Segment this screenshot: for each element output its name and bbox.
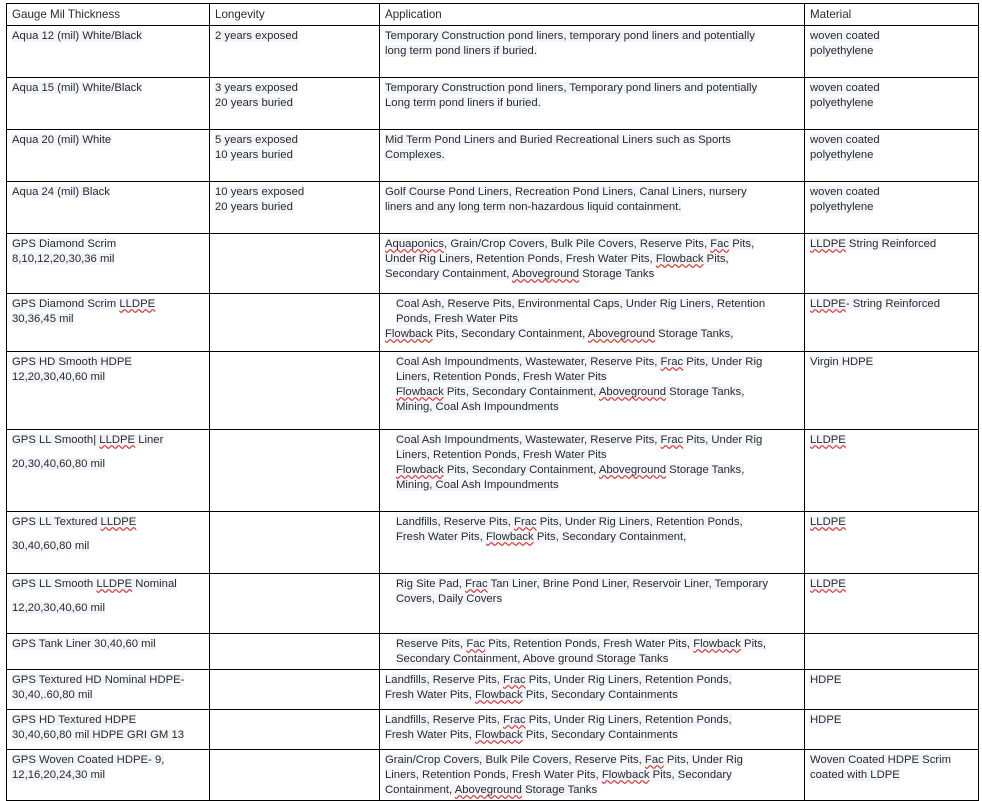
spellcheck-word: Aboveground [598,386,667,399]
text-run: Ponds, Fresh Water Pits [396,313,519,326]
cell-gauge-mil-thickness [7,352,210,430]
text-line [12,133,204,148]
table-row [7,130,979,182]
text-line [215,148,374,163]
text-run: LLDPE- String Reinforced [810,298,940,311]
spellcheck-word: Aquaponics [385,238,445,251]
text-line [385,652,799,667]
cell-longevity [210,512,380,574]
cell-gauge-mil-thickness [7,512,210,574]
text-run: GPS Diamond Scrim LLDPE [12,298,156,311]
cell-application [380,634,805,670]
cell-longevity [210,352,380,430]
table-row [7,512,979,574]
spellcheck-word: Aboveground [587,328,656,341]
spellcheck-word: Flowback [601,769,650,782]
text-line [12,637,204,652]
text-line [810,577,973,592]
text-run: polyethylene [810,201,874,214]
text-run: GPS LL Textured LLDPE [12,516,137,529]
text-run: 30,36,45 mil [12,313,74,326]
cell-material [805,574,979,634]
text-line [12,81,204,96]
text-line [385,297,799,312]
text-line [12,370,204,385]
text-run: Coal Ash Impoundments, Wastewater, Reserve Pits, Frac Pits, Under Rig [396,356,763,369]
text-line [810,433,973,448]
table-row [7,750,979,801]
text-line [385,96,799,111]
text-line [12,457,204,472]
spellcheck-word: LLDPE [810,578,846,591]
spellcheck-word: Aboveground [454,784,522,797]
text-line [385,355,799,370]
text-line [385,237,799,252]
cell-longevity [210,26,380,78]
text-line [385,81,799,96]
spellcheck-word: Aboveground [511,268,580,281]
text-run [810,516,846,528]
text-line [385,530,799,545]
text-run: Golf Course Pond Liners, Recreation Pond Liners, Canal Liners, nursery [385,186,747,199]
text-run: 12,16,20,24,30 mil [12,769,105,782]
text-line [12,312,204,327]
spellcheck-word: Frac [514,516,537,529]
text-line [810,81,973,96]
text-run: Flowback Pits, Secondary Containment, Aboveground Storage Tanks, [396,464,745,477]
text-line [12,29,204,44]
text-run: Liners, Retention Ponds, Fresh Water Pits [396,449,607,462]
spellcheck-word: Frac [660,434,684,447]
text-line [215,133,374,148]
column-header-material: Material [805,4,979,26]
text-line [12,355,204,370]
text-run: woven coated [810,82,880,95]
text-run: 20,30,40,60,80 mil [12,458,105,471]
cell-gauge-mil-thickness [7,430,210,512]
text-line [12,601,204,616]
cell-application [380,352,805,430]
cell-longevity [210,710,380,750]
text-line [12,728,204,743]
text-line [215,200,374,215]
text-line [385,637,799,652]
spellcheck-word: LLDPE [99,434,136,447]
table-row [7,352,979,430]
cell-material [805,750,979,801]
text-line [12,252,204,267]
text-run: Temporary Construction pond liners, temporary pond liners and potentially [385,30,755,43]
text-line [385,433,799,448]
text-run: Aquaponics, Grain/Crop Covers, Bulk Pile Covers, Reserve Pits, Fac Pits, [385,238,755,251]
text-line [810,200,973,215]
column-header-longevity: Longevity [210,4,380,26]
text-line [810,29,973,44]
table-row [7,294,979,352]
text-run: 30,40,60,80 mil [12,540,90,553]
cell-material [805,234,979,294]
text-line [385,148,799,163]
text-line [810,753,973,768]
text-run: 8,10,12,20,30,36 mil [12,253,115,266]
cell-application [380,430,805,512]
cell-longevity [210,634,380,670]
text-run: Grain/Crop Covers, Bulk Pile Covers, Reserve Pits, Fac Pits, Under Rig [385,754,743,767]
text-line [810,515,973,530]
text-run: GPS HD Textured HDPE [12,714,137,727]
cell-gauge-mil-thickness [7,26,210,78]
text-run: LLDPE String Reinforced [810,238,937,251]
cell-longevity [210,130,380,182]
spellcheck-word: Frac [660,356,684,369]
text-run: woven coated [810,30,880,43]
text-line [810,148,973,163]
text-run: 5 years exposed [215,134,298,147]
spellcheck-word: Frac [503,674,526,687]
text-run: Fresh Water Pits, Flowback Pits, Secondary Containment, [396,531,687,544]
text-line [810,133,973,148]
spellcheck-word: Flowback [396,464,444,477]
cell-longevity [210,574,380,634]
text-run: Liners, Retention Ponds, Fresh Water Pits, Flowback Pits, Secondary [385,769,732,782]
text-line [12,688,204,703]
cell-material [805,26,979,78]
text-line [385,728,799,743]
text-run: Covers, Daily Covers [396,593,503,606]
text-line [810,768,973,783]
cell-application [380,26,805,78]
table-row [7,234,979,294]
text-run: Aqua 12 (mil) White/Black [12,30,142,43]
spellcheck-word: LLDPE [100,516,137,529]
text-line [810,44,973,59]
text-line [215,29,374,44]
spellcheck-word: Flowback [693,638,741,651]
spellcheck-word: Flowback [385,328,433,341]
text-line [385,577,799,592]
text-line [385,133,799,148]
spellcheck-word: LLDPE [810,434,846,447]
text-line [12,713,204,728]
text-run: 2 years exposed [215,30,298,43]
text-line [12,185,204,200]
text-line [12,768,204,783]
spellcheck-word: Aboveground [598,464,667,477]
text-run: liners and any long term non-hazardous liquid containment. [385,201,682,214]
text-line [385,673,799,688]
text-run: Liners, Retention Ponds, Fresh Water Pits [396,371,607,384]
text-run: Containment, Aboveground Storage Tanks [385,784,598,797]
column-header-gauge: Gauge Mil Thickness [7,4,210,26]
cell-gauge-mil-thickness [7,234,210,294]
cell-gauge-mil-thickness [7,130,210,182]
text-run: Mining, Coal Ash Impoundments [396,401,559,414]
spellcheck-word: LLDPE [119,298,156,311]
text-line [385,252,799,267]
spellcheck-word: Fac [644,754,664,767]
table-row [7,670,979,710]
cell-application [380,130,805,182]
text-line [385,753,799,768]
cell-longevity [210,78,380,130]
text-line [385,713,799,728]
text-line [385,783,799,798]
text-line [385,768,799,783]
text-run: 20 years buried [215,97,293,110]
cell-gauge-mil-thickness [7,634,210,670]
cell-application [380,710,805,750]
text-run: Coal Ash, Reserve Pits, Environmental Caps, Under Rig Liners, Retention [396,298,766,311]
text-run: Coal Ash Impoundments, Wastewater, Reserve Pits, Frac Pits, Under Rig [396,434,763,447]
cell-application [380,294,805,352]
cell-material [805,182,979,234]
text-line [12,433,204,448]
spellcheck-word: Frac [465,578,488,591]
text-run: Landfills, Reserve Pits, Frac Pits, Under Rig Liners, Retention Ponds, [396,516,743,529]
cell-material [805,710,979,750]
text-line [385,185,799,200]
text-run: Complexes. [385,149,445,162]
spellcheck-word: Fac [466,638,486,651]
text-run: coated with LDPE [810,769,900,782]
text-line [12,297,204,312]
text-run: Fresh Water Pits, Flowback Pits, Secondary Containments [385,729,678,742]
text-run: Aqua 15 (mil) White/Black [12,82,142,95]
text-run: 30,40,60,80 mil HDPE GRI GM 13 [12,729,185,742]
text-run: 12,20,30,40,60 mil [12,602,105,615]
cell-material [805,352,979,430]
liner-specification-table [6,3,979,801]
text-line [12,673,204,688]
text-run: Flowback Pits, Secondary Containment, Aboveground Storage Tanks, [385,328,734,341]
cell-material [805,670,979,710]
text-run: HDPE [810,674,842,687]
cell-gauge-mil-thickness [7,670,210,710]
cell-material [805,130,979,182]
table-body [7,26,979,801]
cell-gauge-mil-thickness [7,294,210,352]
text-line [385,463,799,478]
text-line [215,96,374,111]
text-run: Flowback Pits, Secondary Containment, Aboveground Storage Tanks, [396,386,745,399]
table-header-row [7,4,979,26]
table-row [7,634,979,670]
text-line [385,370,799,385]
column-header-application: Application [380,4,805,26]
table-row [7,574,979,634]
text-line [385,200,799,215]
text-run: Mining, Coal Ash Impoundments [396,479,559,492]
spellcheck-word: Fac [710,238,730,251]
cell-gauge-mil-thickness [7,574,210,634]
cell-longevity [210,750,380,801]
text-line [385,688,799,703]
cell-longevity [210,234,380,294]
text-run: woven coated [810,134,880,147]
cell-longevity [210,430,380,512]
text-line [385,267,799,282]
cell-longevity [210,670,380,710]
cell-application [380,670,805,710]
text-run [810,434,846,446]
text-run: 30,40,.60,80 mil [12,689,93,702]
cell-application [380,182,805,234]
cell-material [805,430,979,512]
spellcheck-word: Flowback [655,253,704,266]
text-run: 3 years exposed [215,82,298,95]
text-line [12,577,204,592]
spellcheck-word: Flowback [474,729,523,742]
text-line [810,355,973,370]
text-run [810,578,846,590]
spellcheck-word: LLDPE [810,238,846,251]
text-line [385,478,799,493]
text-line [385,327,799,342]
cell-gauge-mil-thickness [7,750,210,801]
spellcheck-word: Flowback [396,386,444,399]
text-line [12,753,204,768]
spellcheck-word: LLDPE [810,516,846,529]
text-line [810,185,973,200]
cell-application [380,750,805,801]
cell-application [380,78,805,130]
text-run: Rig Site Pad, Frac Tan Liner, Brine Pond Liner, Reservoir Liner, Temporary [396,578,768,591]
text-line [810,237,973,252]
text-run: polyethylene [810,45,874,58]
cell-application [380,574,805,634]
text-run: Under Rig Liners, Retention Ponds, Fresh Water Pits, Flowback Pits, [385,253,729,266]
text-run: long term pond liners if buried. [385,45,537,58]
text-line [215,185,374,200]
cell-gauge-mil-thickness [7,710,210,750]
text-run: Virgin HDPE [810,356,874,369]
text-run: Fresh Water Pits, Flowback Pits, Secondary Containments [385,689,678,702]
text-run: Long term pond liners if buried. [385,97,541,110]
text-line [385,448,799,463]
text-run: Secondary Containment, Above ground Storage Tanks [396,653,669,666]
text-line [215,81,374,96]
text-run: Landfills, Reserve Pits, Frac Pits, Under Rig Liners, Retention Ponds, [385,674,732,687]
cell-material [805,78,979,130]
text-line [810,713,973,728]
text-line [810,96,973,111]
text-line [810,297,973,312]
text-run: GPS LL Smooth| LLDPE Liner [12,434,164,447]
cell-longevity [210,182,380,234]
cell-longevity [210,294,380,352]
text-run: polyethylene [810,97,874,110]
text-line [385,29,799,44]
cell-material [805,512,979,574]
text-run: GPS Textured HD Nominal HDPE- [12,674,185,687]
table-row [7,182,979,234]
text-run: Woven Coated HDPE Scrim [810,754,952,767]
text-run: 12,20,30,40,60 mil [12,371,105,384]
text-line [385,44,799,59]
cell-gauge-mil-thickness [7,78,210,130]
text-run: Mid Term Pond Liners and Buried Recreational Liners such as Sports [385,134,731,147]
text-run: Aqua 24 (mil) Black [12,186,110,199]
text-run: 10 years exposed [215,186,305,199]
text-run: GPS LL Smooth LLDPE Nominal [12,578,177,591]
text-run: Reserve Pits, Fac Pits, Retention Ponds, Fresh Water Pits, Flowback Pits, [396,638,767,651]
table-row [7,78,979,130]
spellcheck-word: LLDPE [96,578,133,591]
cell-gauge-mil-thickness [7,182,210,234]
text-run: GPS Tank Liner 30,40,60 mil [12,638,156,651]
table-row [7,26,979,78]
text-run: Secondary Containment, Aboveground Storage Tanks [385,268,655,281]
text-run: Landfills, Reserve Pits, Frac Pits, Under Rig Liners, Retention Ponds, [385,714,732,727]
text-run: HDPE [810,714,842,727]
text-line [385,312,799,327]
text-line [385,592,799,607]
text-run: GPS Woven Coated HDPE- 9, [12,754,165,767]
cell-material [805,294,979,352]
table-header [7,4,979,26]
text-line [385,385,799,400]
table-row [7,430,979,512]
text-line [385,400,799,415]
text-line [12,237,204,252]
text-run: 20 years buried [215,201,293,214]
text-line [385,515,799,530]
cell-material [805,634,979,670]
text-run: GPS Diamond Scrim [12,238,117,251]
text-run: Aqua 20 (mil) White [12,134,112,147]
text-run: Temporary Construction pond liners, Temporary pond liners and potentially [385,82,758,95]
text-run: polyethylene [810,149,874,162]
spellcheck-word: Frac [503,714,526,727]
spellcheck-word: LLDPE [810,298,846,311]
text-run: GPS HD Smooth HDPE [12,356,132,369]
spellcheck-word: Flowback [474,689,523,702]
text-run: 10 years buried [215,149,293,162]
text-line [12,539,204,554]
table-row [7,710,979,750]
cell-application [380,512,805,574]
spellcheck-word: Flowback [485,531,534,544]
cell-application [380,234,805,294]
text-run: woven coated [810,186,880,199]
text-line [810,673,973,688]
text-line [12,515,204,530]
